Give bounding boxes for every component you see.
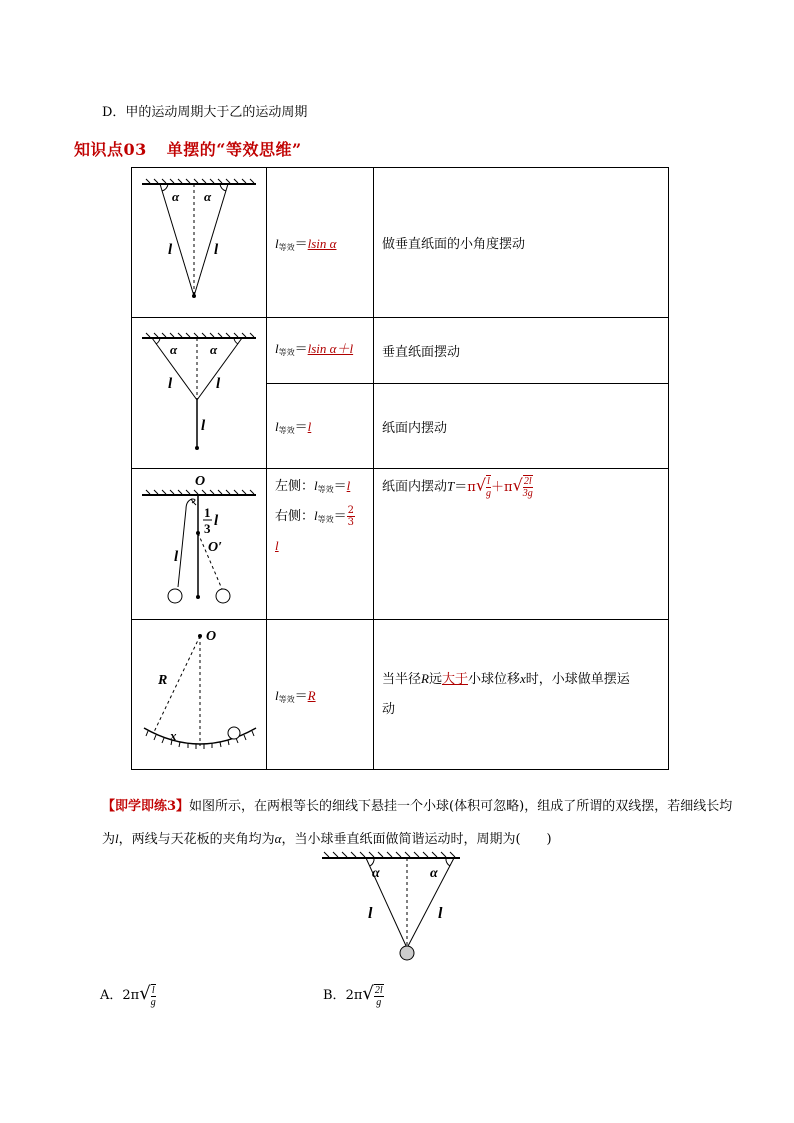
length-label: l [174,549,179,565]
figure-cell [132,318,267,469]
alpha-label: α [372,866,380,881]
description-cell: 垂直纸面摆动 [374,318,669,384]
length-label: l [438,905,443,922]
practice-tag: 【即学即练3】 [102,799,190,814]
length-label: l [214,513,219,529]
table-row [132,318,669,384]
practice-question: 【即学即练3】如图所示，在两根等长的细线下悬挂一个小球(体积可忽略)，组成了所谓的双线摆，若细线长均为l，两线与天花板的夹角均为α，当小球垂直纸面做简谐运动时，周期为( ) [102,799,733,847]
table-row [132,168,669,318]
sqrt-icon: √ $\frac{l}{g}$ [475,475,492,499]
figure-cell [132,168,267,318]
answer-blank: l [307,419,312,435]
figure-cell [132,469,267,620]
answer-blank: 大于 [441,672,468,687]
alpha-label: α [210,342,218,357]
description-cell: 纸面内摆动 [374,384,669,469]
answer-blank: lsin α [307,235,337,251]
answer-blank: R [307,687,316,703]
alpha-label: α [170,342,178,357]
length-label: l [168,376,173,392]
sqrt-icon: √ $\frac{l}{g}$ [139,983,156,1008]
table-row [132,469,669,620]
formula-cell: 左侧：$l_{等效}=l$ 右侧：$l_{等效}=$ $\frac{2}{3}$ l [267,469,374,620]
length-label: l [168,242,173,258]
description-cell: 纸面内摆动T＝π√ $\frac{l}{g}$ ＋π√ $\frac{2l}{3g}$ [374,469,669,620]
formula-cell: $l_{等效}=R$ [267,620,374,770]
answer-fraction: $\frac{2}{3}$ [347,505,355,528]
displacement-label: x [170,728,177,743]
alpha-label: α [430,866,438,881]
section-heading [74,137,302,160]
fraction-three: 3 [204,521,211,536]
peg-pendulum-figure [132,469,266,615]
double-pendulum-figure [132,168,266,313]
answer-blank: l [346,478,351,493]
alpha-label: α [204,189,212,204]
point-o-prime-label: O′ [208,540,223,555]
period-formula: π√ $\frac{l}{g}$ ＋π√ $\frac{2l}{3g}$ [467,475,533,499]
fraction-one: 1 [204,505,211,520]
option-b[interactable]: B．2π√ $\frac{2l}{g}$ [323,983,383,1008]
length-label: l [214,242,219,258]
sqrt-icon: √ $\frac{2l}{3g}$ [512,475,533,499]
knowledge-table [131,167,669,770]
alpha-label: α [172,189,180,204]
previous-option-d: D．甲的运动周期大于乙的运动周期 [102,105,308,120]
length-label: l [201,418,206,434]
figure-cell [132,620,267,770]
table-row [132,620,669,770]
point-o-label: O [206,629,217,644]
answer-blank: l [275,538,279,553]
formula-cell: $l_{等效}=lsin$ α＋l [267,318,374,384]
answer-blank: lsin α＋l [307,340,354,356]
length-label: l [216,376,221,392]
question-pendulum-figure [320,850,464,962]
section-number: 知识点03 [74,140,147,159]
length-label: l [368,905,373,922]
option-a[interactable]: A．2π√ $\frac{l}{g}$ [100,983,156,1008]
sqrt-icon: √ $\frac{2l}{g}$ [362,983,383,1008]
arc-track-figure [132,620,266,765]
section-title: 单摆的“等效思维” [166,140,302,159]
y-pendulum-figure [132,318,266,464]
description-cell: 当半径R远大于小球位移x时，小球做单摆运 动 [374,620,669,770]
description-cell: 做垂直纸面的小角度摆动 [374,168,669,318]
formula-cell: $l_{等效}=l$ [267,384,374,469]
point-o-label: O [195,474,206,489]
radius-label: R [158,673,168,688]
formula-cell: $l_{等效}=lsin$ α [267,168,374,318]
